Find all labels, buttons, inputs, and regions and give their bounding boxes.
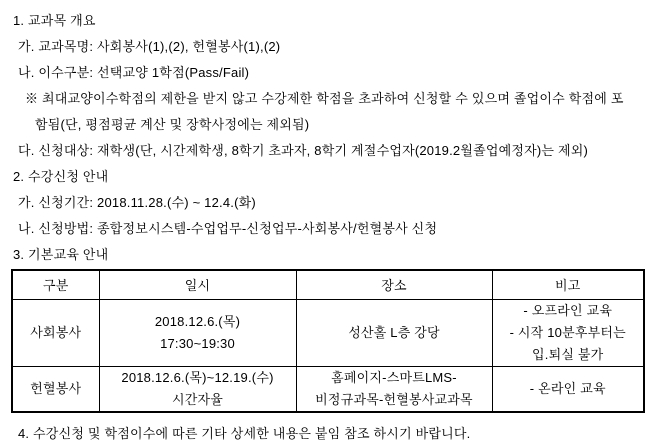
datetime-line: 17:30~19:30	[160, 335, 235, 351]
note-line: 입.퇴실 불가	[532, 346, 604, 362]
table-header-category: 구분	[12, 270, 99, 299]
note-line: - 시작 10분후부터는	[509, 324, 626, 340]
table-header-datetime: 일시	[99, 270, 296, 299]
table-header-place: 장소	[296, 270, 492, 299]
eligibility-item: 다. 신청대상: 재학생(단, 시간제학생, 8학기 초과자, 8학기 계절수업자(2019.2월졸업예정자)는 제외)	[18, 143, 589, 158]
application-period-item: 가. 신청기간: 2018.11.28.(수) ~ 12.4.(화)	[18, 195, 256, 210]
section3-heading: 3. 기본교육 안내	[13, 247, 109, 262]
table-header-note: 비고	[492, 270, 644, 299]
basic-education-table	[11, 269, 645, 413]
datetime-line: 2018.12.6.(목)~12.19.(수)	[121, 369, 274, 385]
footer-note: 4. 수강신청 및 학점이수에 따른 기타 상세한 내용은 붙임 참조 하시기 바랍니다.	[18, 425, 471, 441]
datetime-cell	[99, 299, 296, 366]
place-line: 비정규과목-헌혈봉사교과목	[315, 391, 473, 407]
table-header-row	[12, 270, 644, 299]
table-row-blood-donation	[12, 366, 644, 412]
credit-limit-note-line1: ※ 최대교양이수학점의 제한을 받지 않고 수강제한 학점을 초과하여 신청할 수 있으며 졸업이수 학점에 포	[25, 91, 624, 106]
section1-heading: 1. 교과목 개요	[13, 13, 96, 28]
place-cell	[296, 366, 492, 412]
place-cell	[296, 299, 492, 366]
note-cell	[492, 366, 644, 412]
category-cell	[12, 366, 99, 412]
datetime-cell	[99, 366, 296, 412]
note-line: - 온라인 교육	[529, 380, 606, 396]
application-method-item: 나. 신청방법: 종합정보시스템-수업업무-신청업무-사회봉사/헌혈봉사 신청	[18, 221, 438, 236]
note-cell	[492, 299, 644, 366]
completion-type-item: 나. 이수구분: 선택교양 1학점(Pass/Fail)	[18, 65, 250, 80]
category-label: 헌혈봉사	[30, 380, 82, 396]
note-line: - 오프라인 교육	[523, 302, 613, 318]
category-label: 사회봉사	[30, 324, 82, 340]
credit-limit-note-line2: 함됨(단, 평점평균 계산 및 장학사정에는 제외됨)	[35, 117, 310, 132]
course-name-item: 가. 교과목명: 사회봉사(1),(2), 헌혈봉사(1),(2)	[18, 39, 281, 54]
datetime-line: 2018.12.6.(목)	[154, 313, 241, 329]
place-line: 홈페이지-스마트LMS-	[331, 369, 457, 385]
table-row-social-service	[12, 299, 644, 366]
category-cell	[12, 299, 99, 366]
section2-heading: 2. 수강신청 안내	[13, 169, 109, 184]
datetime-line: 시간자율	[171, 391, 224, 407]
place-line: 성산홀 L층 강당	[348, 324, 440, 340]
